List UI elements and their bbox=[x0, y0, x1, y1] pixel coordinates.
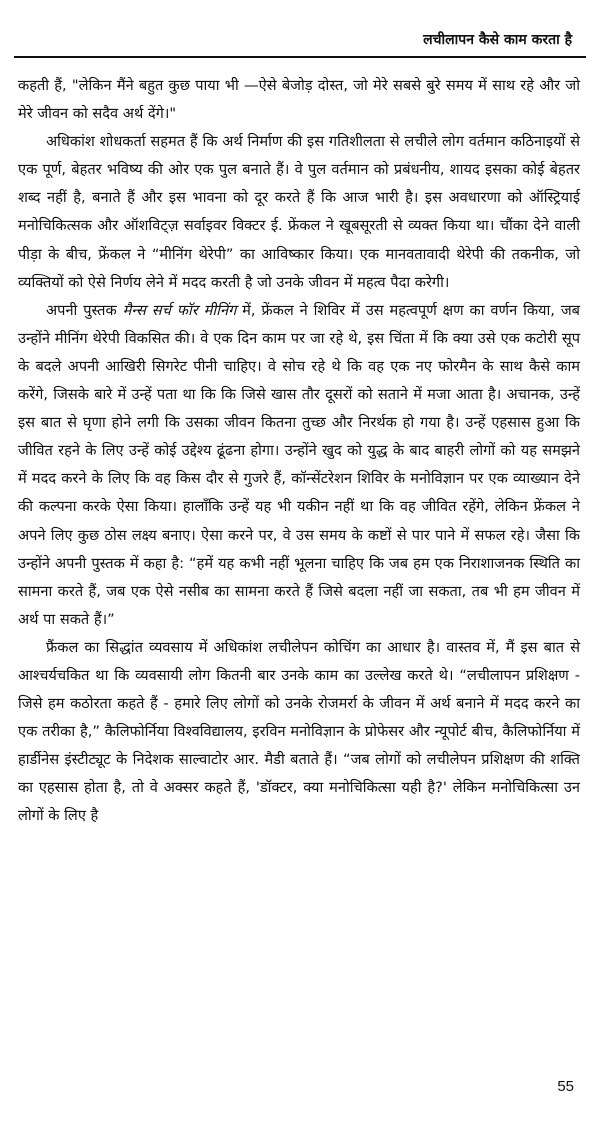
paragraph-4: फ्रैंकल का सिद्धांत व्यवसाय में अधिकांश लचीलेपन कोचिंग का आधार है। वास्तव में, मैं इस बात से आश्चर्यचकित था कि व्यवसायी लोग कितनी बार उनके काम का उल्लेख करते थे। “लचीलापन प्रशिक्षण - जिसे हम कठोरता कहते हैं - हमारे लिए लोगों को उनके रोजमर्रा के जीवन में अर्थ बनाने में मदद करने का एक तरीका है,” कैलिफोर्निया विश्वविद्यालय, इरविन मनोविज्ञान के प्रोफेसर और न्यूपोर्ट बीच, कैलिफोर्निया में हार्डीनेस इंस्टीट्यूट के निदेशक साल्वाटोर आर. मैडी बताते हैं। “जब लोगों को लचीलेपन प्रशिक्षण की शक्ति का एहसास होता है, तो वे अक्सर कहते हैं, 'डॉक्टर, क्या मनोचिकित्सा यही है?' लेकिन मनोचिकित्सा उन लोगों के लिए है bbox=[18, 638, 580, 825]
book-title: मैन्स सर्च फॉर मीनिंग bbox=[122, 301, 237, 319]
paragraph-3-rest: में, फ्रेंकल ने शिविर में उस महत्वपूर्ण क्षण का वर्णन किया, जब उन्होंने मीनिंग थेरेपी विकसित की। वे एक दिन काम पर जा रहे थे, इस चिंता में कि क्या उसे एक कटोरी सूप के बदले अपनी आखिरी सिगरेट पीनी चाहिए। वे सोच रहे थे कि वह एक नए फोरमैन के साथ कैसे काम करेंगे, जिसके बारे में उन्हें पता था कि कि जिसे खास तौर दूसरों को सताने में मजा आता है। अचानक, उन्हें इस बात से घृणा होने लगी कि उसका जीवन कितना तुच्छ और निरर्थक हो गया है। उन्हें एहसास हुआ कि जीवित रहने के लिए उन्हें कोई उद्देश्य ढूंढना होगा। उन्होंने खुद को युद्ध के बाद बाहरी लोगों को यह समझने में मदद करने के लिए कि वह किस दौर से गुजरे हैं, कॉन्सेंटरेशन शिविर के मनोविज्ञान पर एक व्याख्यान देने की कल्पना करके ऐसा किया। हालाँकि उन्हें यह भी यकीन नहीं था कि वह जीवित रहेंगे, लेकिन फ्रेंकल ने अपने लिए कुछ ठोस लक्ष्य बनाए। ऐसा करने पर, वे उस समय के कष्टों से पार पाने में सफल रहे। जैसा कि उन्होंने अपनी पुस्तक में कहा है: “हमें यह कभी नहीं भूलना चाहिए कि जब हम एक निराशाजनक स्थिति का सामना करते हैं, जब एक ऐसे नसीब का सामना करते हैं जिसे बदला नहीं जा सकता, तब भी हम जीवन में अर्थ पा सकते हैं।” bbox=[18, 301, 580, 628]
header-rule bbox=[14, 56, 586, 58]
running-header-title: लचीलापन कैसे काम करता है bbox=[423, 32, 572, 48]
page-body bbox=[18, 72, 580, 831]
page-number: 55 bbox=[557, 1078, 574, 1095]
paragraph-3-lead: अपनी पुस्तक bbox=[46, 301, 123, 319]
paragraph-1: कहती हैं, "लेकिन मैंने बहुत कुछ पाया भी —ऐसे बेजोड़ दोस्त, जो मेरे सबसे बुरे समय में साथ रहे और जो मेरे जीवन को सदैव अर्थ देंगे।" bbox=[18, 77, 580, 123]
paragraph-3 bbox=[18, 297, 580, 634]
paragraph-2: अधिकांश शोधकर्ता सहमत हैं कि अर्थ निर्माण की इस गतिशीलता से लचीले लोग वर्तमान कठिनाइयों से एक पूर्ण, बेहतर भविष्य की ओर एक पुल बनाते हैं। वे पुल वर्तमान को प्रबंधनीय, शायद इसका कोई बेहतर शब्द नहीं है, बनाते हैं और इस भावना को दूर करते हैं कि आज भारी है। इस अवधारणा को ऑस्ट्रियाई मनोचिकित्सक और ऑशविट्ज़ सर्वाइवर विक्टर ई. फ्रेंकल ने खूबसूरती से व्यक्त किया था। चौंका देने वाली पीड़ा के बीच, फ्रेंकल ने “मीनिंग थेरेपी” का आविष्कार किया। एक मानवतावादी थेरेपी की तकनीक, जो व्यक्तियों को ऐसे निर्णय लेने में मदद करती है जो उनके जीवन में महत्व पैदा करेगी। bbox=[18, 133, 580, 291]
